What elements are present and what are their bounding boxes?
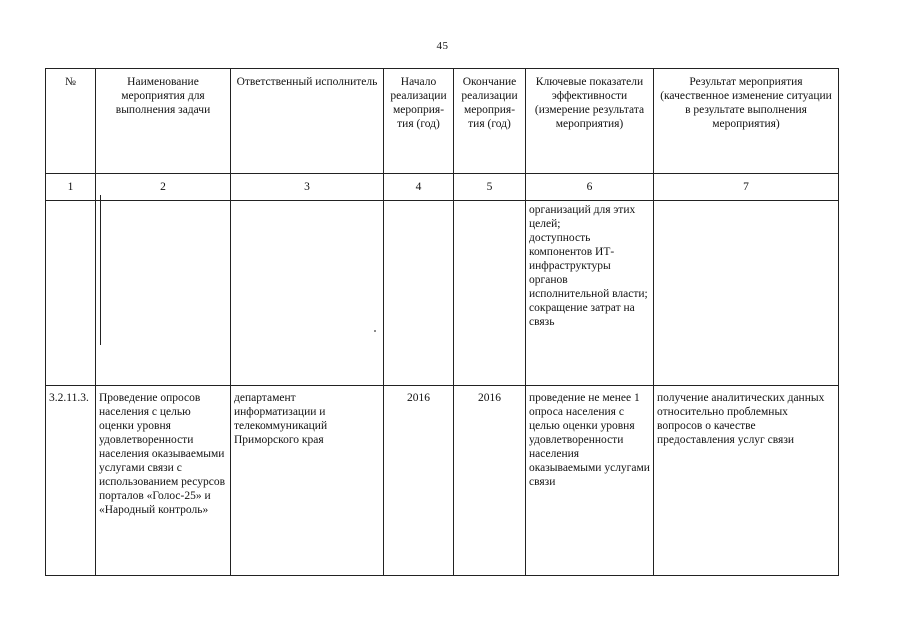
header-end-year: Окончание реализации мероприя-тия (год) xyxy=(454,69,526,174)
header-row xyxy=(46,69,839,174)
table-cell xyxy=(384,201,454,386)
table-cell xyxy=(96,201,231,386)
header-executor: Ответственный исполнитель xyxy=(231,69,384,174)
column-number: 7 xyxy=(654,174,839,201)
header-measure-name: Наименование мероприятия для выполнения задачи xyxy=(96,69,231,174)
column-number: 1 xyxy=(46,174,96,201)
column-number: 5 xyxy=(454,174,526,201)
measure-executor: департамент информатизации и телекоммуникаций Приморского края xyxy=(231,386,384,576)
table-cell xyxy=(654,201,839,386)
table-row xyxy=(46,386,839,576)
scan-speck xyxy=(374,330,376,332)
column-number: 3 xyxy=(231,174,384,201)
measures-table xyxy=(45,68,839,576)
kpi-continuation-cell: организаций для этих целей; доступность компонентов ИТ-инфраструктуры органов исполнительной власти; сокращение затрат на связь xyxy=(526,201,654,386)
measure-kpi: проведение не менее 1 опроса населения с целью оценки уровня удовлетворенности населения оказываемыми услугами связи xyxy=(526,386,654,576)
measure-name: Проведение опросов населения с целью оценки уровня удовлетворенности населения оказываемыми услугами связи с использованием ресурсов порталов «Голос-25» и «Народный контроль» xyxy=(96,386,231,576)
header-result: Результат мероприятия (качественное изменение ситуации в результате выполнения мероприятия) xyxy=(654,69,839,174)
subcolumn-divider xyxy=(100,195,101,345)
measure-start-year: 2016 xyxy=(384,386,454,576)
header-start-year: Начало реализации мероприя-тия (год) xyxy=(384,69,454,174)
column-number: 6 xyxy=(526,174,654,201)
measure-result: получение аналитических данных относительно проблемных вопросов о качестве предоставления услуг связи xyxy=(654,386,839,576)
continuation-row xyxy=(46,201,839,386)
table-cell xyxy=(454,201,526,386)
measure-end-year: 2016 xyxy=(454,386,526,576)
column-number: 2 xyxy=(96,174,231,201)
column-number: 4 xyxy=(384,174,454,201)
header-number: № xyxy=(46,69,96,174)
table-cell xyxy=(46,201,96,386)
table-cell xyxy=(231,201,384,386)
column-numbers-row xyxy=(46,174,839,201)
measure-number: 3.2.11.3. xyxy=(46,386,96,576)
header-kpi: Ключевые показатели эффективности (измерение результата мероприятия) xyxy=(526,69,654,174)
page-number: 45 xyxy=(436,40,449,52)
